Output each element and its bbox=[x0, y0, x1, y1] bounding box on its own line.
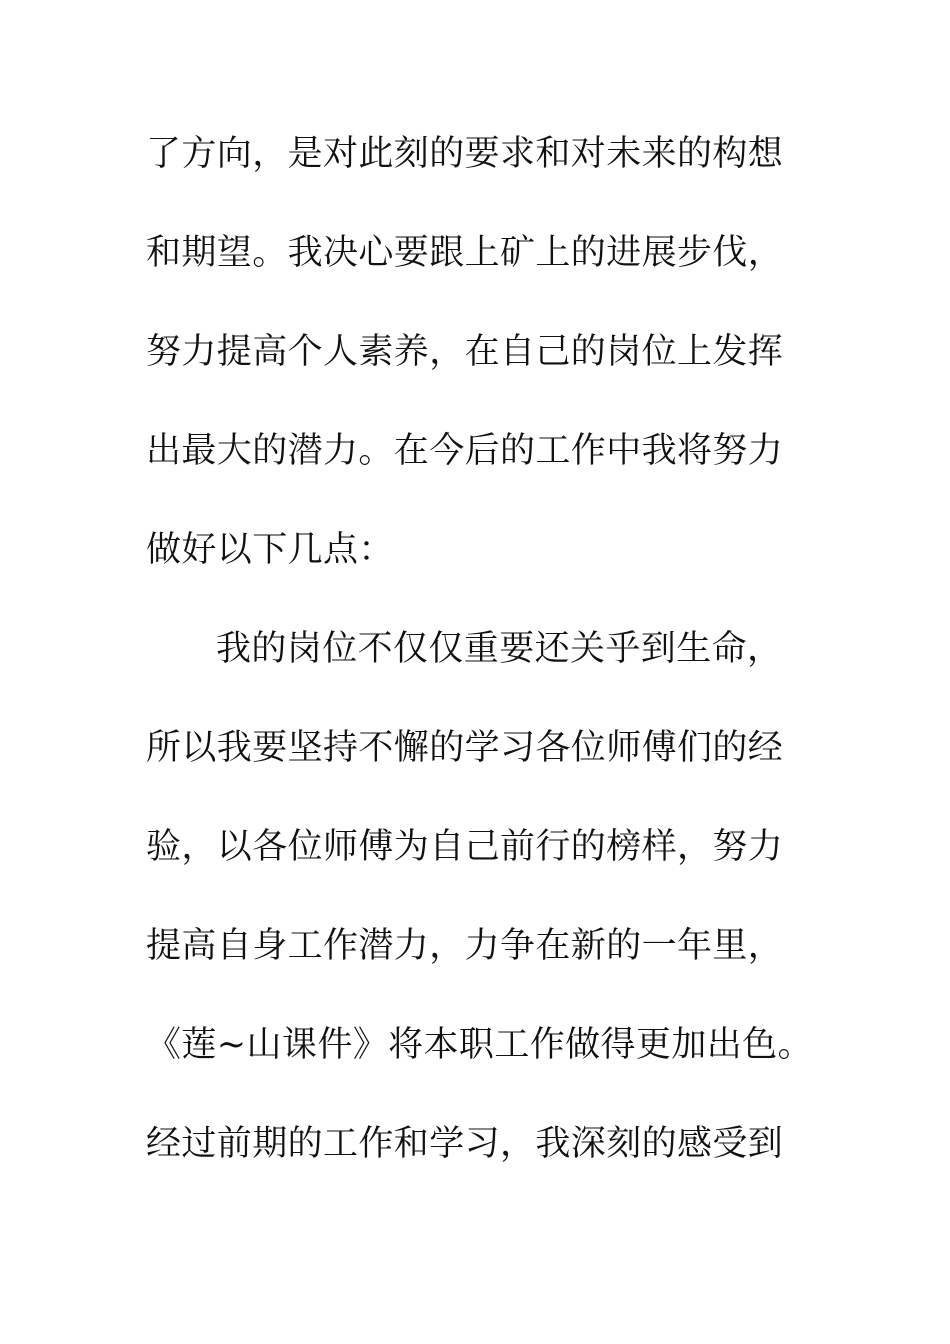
text-line: 所以我要坚持不懈的学习各位师傅们的经 bbox=[146, 728, 784, 768]
text-line: 了方向，是对此刻的要求和对未来的构想 bbox=[146, 134, 784, 174]
text-line: 《莲~山课件》将本职工作做得更加出色。 bbox=[146, 1025, 813, 1065]
text-line: 和期望。我决心要跟上矿上的进展步伐， bbox=[146, 233, 784, 273]
text-line: 出最大的潜力。在今后的工作中我将努力 bbox=[146, 431, 784, 471]
text-line: 努力提高个人素养，在自己的岗位上发挥 bbox=[146, 332, 784, 372]
text-line: 做好以下几点： bbox=[146, 530, 394, 570]
text-line: 验，以各位师傅为自己前行的榜样，努力 bbox=[146, 827, 784, 867]
paragraph-start-line: 我的岗位不仅仅重要还关乎到生命， bbox=[216, 629, 783, 669]
text-line: 经过前期的工作和学习，我深刻的感受到 bbox=[146, 1124, 784, 1164]
document-body bbox=[146, 122, 813, 1211]
text-line: 提高自身工作潜力，力争在新的一年里， bbox=[146, 926, 784, 966]
